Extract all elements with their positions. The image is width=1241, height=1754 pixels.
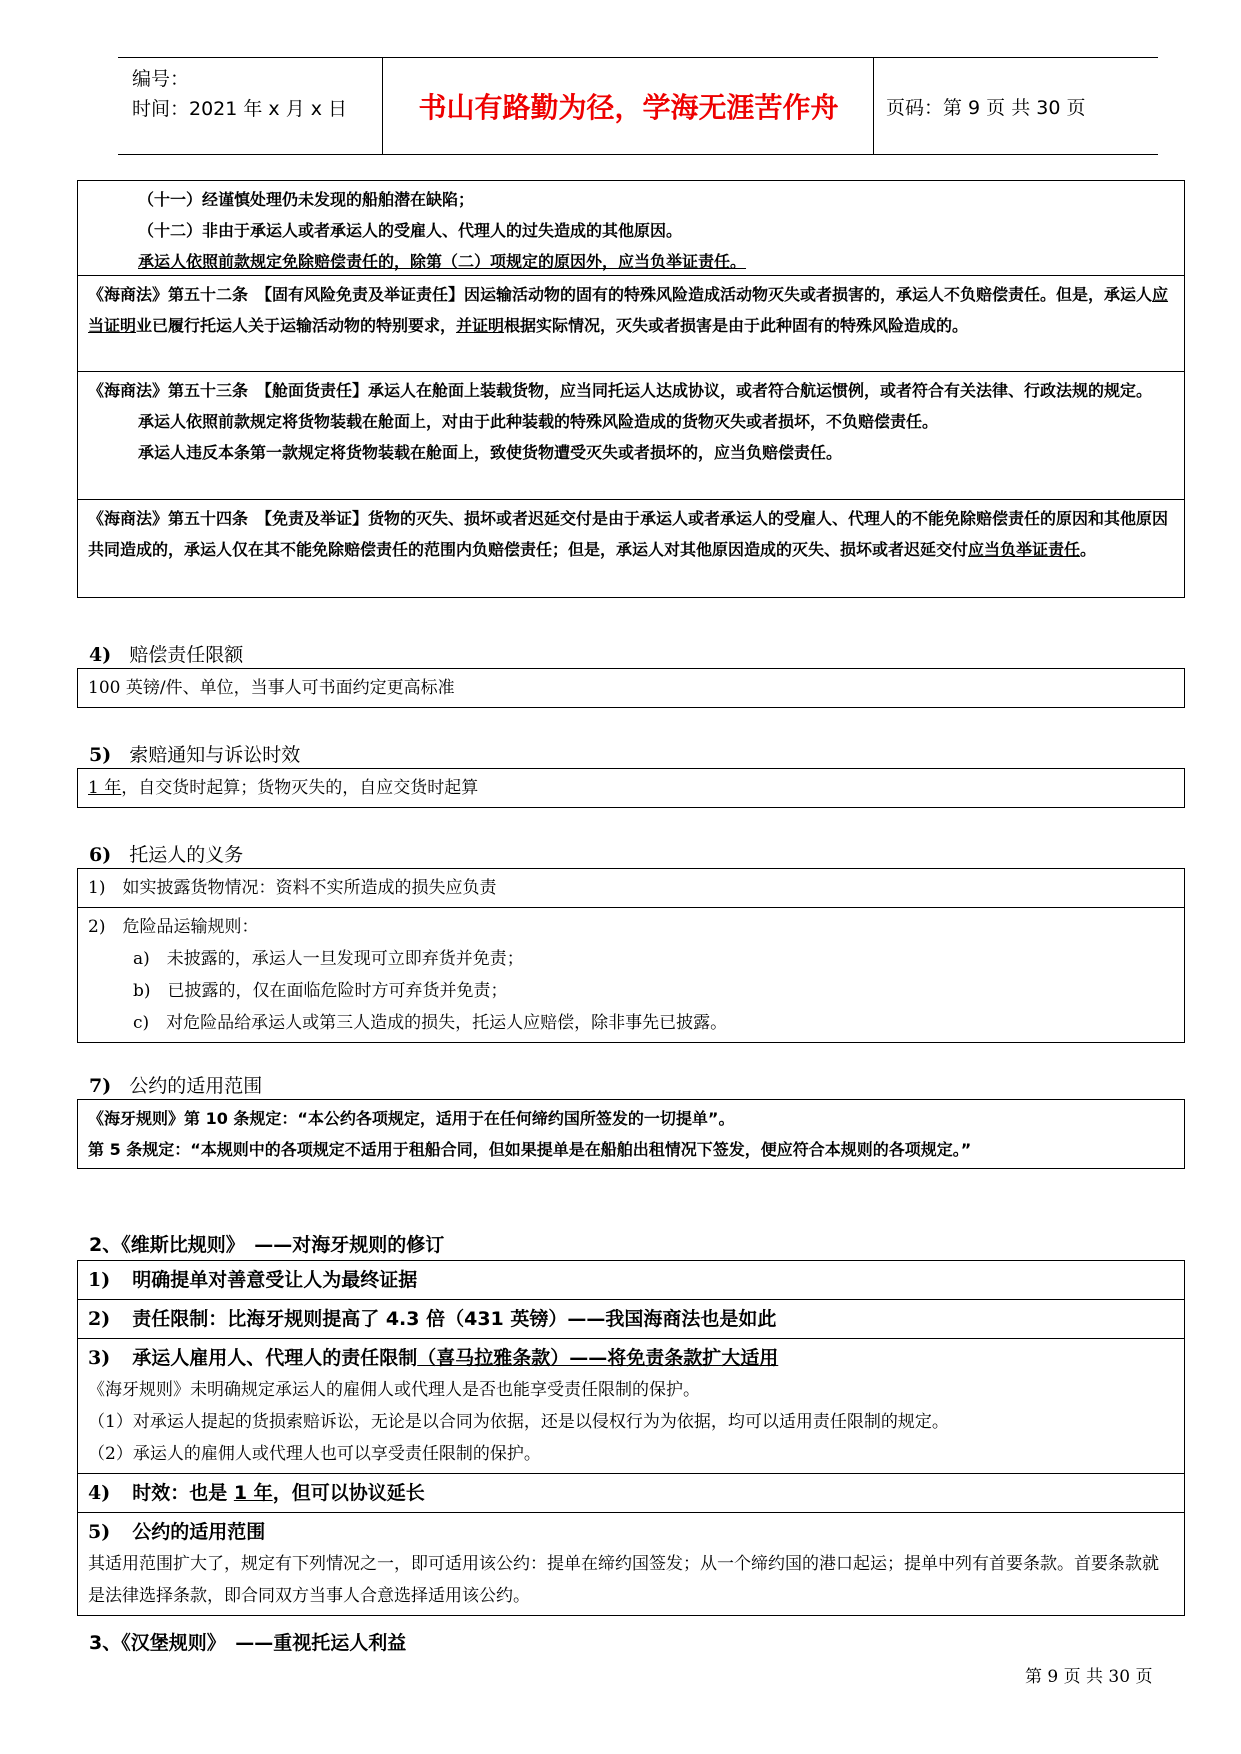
himalaya-row: 3) 承运人雇用人、代理人的责任限制（喜马拉雅条款）——将免责条款扩大适用 《海牙规则》未明确规定承运人的雇佣人或代理人是否也能享受责任限制的保护。 （1）对承运人提起的货损索赔诉讼，无论是以合同为依据，还是以侵权行为为依据，均可以适用责任限制的规定。 （2）承运人的雇佣人或代理人也可以享受责任限制的保护。 (78, 1338, 1184, 1473)
law-row-article-54: 《海商法》第五十四条 【免责及举证】货物的灭失、损坏或者迟延交付是由于承运人或者承运人的受雇人、代理人的不能免除赔偿责任的原因和其他原因共同造成的，承运人仅在其不能免除赔偿责任的范围内负赔偿责任；但是，承运人对其他原因造成的灭失、损坏或者迟延交付应当负举证责任。 (78, 499, 1184, 597)
law-row-article-52: 《海商法》第五十二条 【固有风险免责及举证责任】因运输活动物的固有的特殊风险造成活动物灭失或者损害的，承运人不负赔偿责任。但是，承运人应当证明业已履行托运人关于运输活动物的特别要求，并证明根据实际情况，灭失或者损害是由于此种固有的特殊风险造成的。 (78, 275, 1184, 371)
visby-table: 1) 明确提单对善意受让人为最终证据 2) 责任限制：比海牙规则提高了 4.3 倍（431 英镑）——我国海商法也是如此 3) 承运人雇用人、代理人的责任限制（喜马拉雅条款）——将免责条款扩大适用 《海牙规则》未明确规定承运人的雇佣人或代理人是否也能享受责任限制的保护。 （1）对承运人提起的货损索赔诉讼，无论是以合同为依据，还是以侵权行为为依据，均可以适用责任限制的规定。 （2）承运人的雇佣人或代理人也可以享受责任限制的保护。 4) 时效：也是 1 年，但可以协议延长 5) 公约的适用范围 其适用范围扩大了，规定有下列情况之一，即可适用该公约：提单在缔约国签发；从一个缔约国的港口起运；提单中列有首要条款。首要条款就是法律选择条款，即合同双方当事人合意选择适用该公约。 (77, 1260, 1185, 1616)
law-table (77, 180, 1185, 598)
law-row: （十一）经谨慎处理仍未发现的船舶潜在缺陷； （十二）非由于承运人或者承运人的受雇人、代理人的过失造成的其他原因。 承运人依照前款规定免除赔偿责任的，除第（二）项规定的原因外，应当负举证责任。 (138, 190, 747, 271)
section-heading: 6) 托运人的义务 (89, 844, 244, 866)
header-motto: 书山有路勤为径，学海无涯苦作舟 (418, 91, 839, 124)
header-page-number: 页码：第 9 页 共 30 页 (886, 97, 1086, 119)
header-divider (873, 58, 874, 154)
page-header (118, 57, 1158, 155)
section-heading: 5) 索赔通知与诉讼时效 (89, 744, 301, 766)
dangerous-goods-row: 2) 危险品运输规则： a) 未披露的，承运人一旦发现可立即弃货并免责； b) 已披露的，仅在面临危险时方可弃货并免责； c) 对危险品给承运人或第三人造成的损失，托运人应赔偿，除非事先已披露。 (78, 907, 1184, 1042)
law-row-article-53: 《海商法》第五十三条 【舱面货责任】承运人在舱面上装载货物，应当同托运人达成协议，或者符合航运惯例，或者符合有关法律、行政法规的规定。 承运人依照前款规定将货物装载在舱面上，对由于此种装载的特殊风险造成的货物灭失或者损坏，不负赔偿责任。 承运人违反本条第一款规定将货物装载在舱面上，致使货物遭受灭失或者损坏的，应当负赔偿责任。 (78, 371, 1184, 499)
visby-scope-row: 5) 公约的适用范围 其适用范围扩大了，规定有下列情况之一，即可适用该公约：提单在缔约国签发；从一个缔约国的港口起运；提单中列有首要条款。首要条款就是法律选择条款，即合同双方当事人合意选择适用该公约。 (78, 1512, 1184, 1615)
section-heading: 7) 公约的适用范围 (89, 1075, 263, 1097)
header-meta (132, 64, 347, 124)
section-heading: 4) 赔偿责任限额 (89, 644, 244, 666)
visby-heading: 2、《维斯比规则》 ——对海牙规则的修订 (89, 1234, 445, 1256)
shipper-duties-box: 1) 如实披露货物情况：资料不实所造成的损失应负责 2) 危险品运输规则： a) 未披露的，承运人一旦发现可立即弃货并免责； b) 已披露的，仅在面临危险时方可弃货并免责； c) 对危险品给承运人或第三人造成的损失，托运人应赔偿，除非事先已披露。 (77, 868, 1185, 1043)
liability-limit-box: 100 英镑/件、单位，当事人可书面约定更高标准 (77, 668, 1185, 708)
header-divider (382, 58, 383, 154)
doc-number: 编号： (132, 68, 190, 90)
page-footer: 第 9 页 共 30 页 (1025, 1667, 1153, 1687)
doc-time: 时间：2021 年 x 月 x 日 (132, 98, 348, 120)
claim-limitation-box: 1 年，自交货时起算；货物灭失的，自应交货时起算 (77, 768, 1185, 808)
scope-box: 《海牙规则》第 10 条规定：“本公约各项规定，适用于在任何缔约国所签发的一切提单”。 第 5 条规定：“本规则中的各项规定不适用于租船合同，但如果提单是在船舶出租情况下签发，便应符合本规则的各项规定。” (77, 1099, 1185, 1169)
hamburg-heading: 3、《汉堡规则》 ——重视托运人利益 (89, 1632, 407, 1654)
